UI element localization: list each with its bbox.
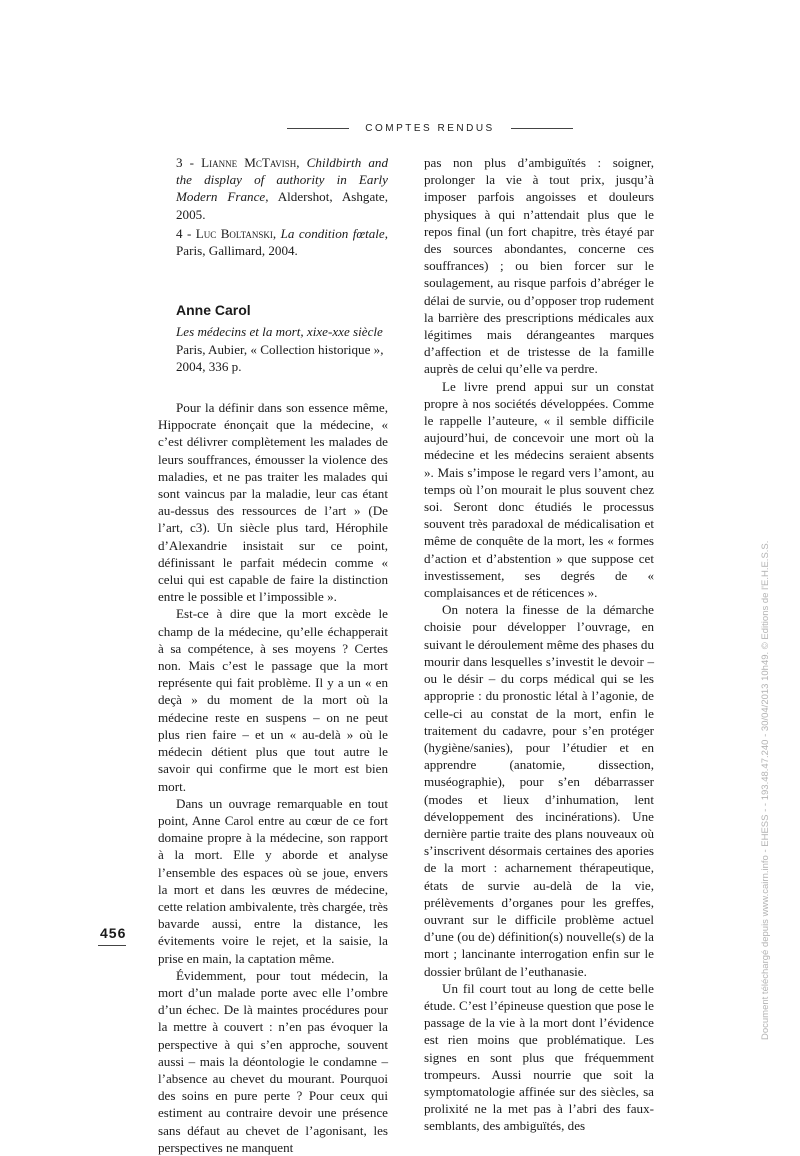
page-number-rule xyxy=(98,945,126,946)
paragraph-right-2: Le livre prend appui sur un constat propre à nos sociétés développées. Comme le rappelle l’auteure, « il semble difficile aujourd’hui, de concevoir une mort où la médecine et les médecins seraient absents ». Mais s’impose le regard vers l’amont, au temps où l’on mourait le plus souvent chez soi. Seront donc étudiés le processus souvent très paradoxal de médicalisation et même de conquête de la mort, les « formes d’action et d’abstention » que suppose cet investissement, ses degrés de « complaisances et de réticences ». xyxy=(424,378,654,601)
footnote-number: 4 - xyxy=(176,225,192,241)
running-header xyxy=(270,120,590,136)
running-title: COMPTES RENDUS xyxy=(365,122,495,134)
paragraph-left-3: Dans un ouvrage remarquable en tout point, Anne Carol entre au cœur de ce fort domaine propre à la médecine, son rapport à la mort. Elle y aborde et analyse l’ensemble des espaces où se joue, envers la mort et dans les œuvres de médecine, cette relation ambivalente, très chargée, très bavarde aussi, entre la distance, les évitements voire le rejet, et la saisie, la prise en main, la captation même. xyxy=(158,795,388,966)
paragraph-left-2: Est-ce à dire que la mort excède le champ de la médecine, qu’elle échapperait à sa compétence, à ses moyens ? Certes non. Mais c’est le passage que la mort représente qui fait problème. Il y a un « en deçà » du moment de la mort où la médecine reste en suspens – on ne peut plus rien faire – et un « au-delà » où le médecin détient plus que tout autre le savoir qui confirme que le mort est bien mort. xyxy=(158,606,388,794)
review-author: Anne Carol xyxy=(176,302,251,319)
footnote-title: La condition fœtale xyxy=(280,225,385,241)
footnote-title: Childbirth and the display of authority in Early Modern France xyxy=(176,155,389,205)
page-number: 456 xyxy=(100,925,127,941)
review-publisher-line1: Paris, Aubier, « Collection historique », xyxy=(176,341,384,357)
paragraph-right-4: Un fil court tout au long de cette belle étude. C’est l’épineuse question que pose le passage de la vie à la mort dont l’évidence est rien moins que problématique. Les signes en sont plus que fréquemment trompeurs. Aussi nourrie que soit la symptomatologie affinée sur des siècles, sa prolixité ne la met pas à l’abri des faux-semblants, des ambiguïtés, des xyxy=(424,980,654,1134)
review-publisher-line2: 2004, 336 p. xyxy=(176,358,242,374)
paragraph-right-3: On notera la finesse de la démarche choisie pour développer l’ouvrage, en suivant le déroulement même des phases du mourir dans lesquelles s’investit le devoir – ou le désir – du corps médical qui se les approprie : du pronostic létal à l’agonie, de celle-ci au constat de la mort, enfin le traitement du cadavre, pour s’en protéger (hygiène/sanies), pour l’étudier et en apprendre (anatomie, dissection, muséographie), pour s’en débarrasser (modes et lieux d’inhumation, lent développement des incinérations). Une dernière partie traite des plans nouveaux où s’inscrivent désormais certaines des apories de la mort : acharnement thérapeutique, états de survie au-delà de la vie, prélèvements d’organes pour les greffes, ouvrant sur le difficile problème actuel d’une (ou de) définition(s) nouvelle(s) de la mort ; lancinante interrogation enfin sur le dossier brûlant de l’euthanasie. xyxy=(424,602,654,979)
header-rule-left xyxy=(287,128,349,129)
footnote-rest: , Aldershot, Ashgate, 2005. xyxy=(176,189,388,222)
review-book-title: Les médecins et la mort, xixe-xxe siècle xyxy=(176,324,383,340)
right-column xyxy=(424,154,654,1135)
footnote-4: 4 - Luc Boltanski, La condition fœtale, Paris, Gallimard, 2004. xyxy=(176,225,388,259)
review-heading xyxy=(158,302,388,375)
left-column xyxy=(158,154,388,1156)
download-watermark: Document téléchargé depuis www.cairn.info - EHESS - - 193.48.47.240 - 30/04/2013 10h49. © Editions de l'E.H.E.S.S. xyxy=(760,540,771,1040)
footnote-3: 3 - Lianne McTavish, Childbirth and the display of authority in Early Modern France, Aldershot, Ashgate, 2005. xyxy=(176,155,389,222)
footnote-rest: , Paris, Gallimard, 2004. xyxy=(176,225,388,259)
paragraph-left-1: Pour la définir dans son essence même, Hippocrate énonçait que la médecine, « c’est délivrer complètement les malades de leurs souffrances, émousser la violence des maladies, et ne pas traiter les malades qui sont vaincus par la maladie, leur cas étant au-dessus des ressources de l’art » (De l’art, c3). Un siècle plus tard, Hérophile d’Alexandrie insistait sur ce point, définissant le parfait médecin comme « celui qui est capable de faire la distinction entre le possible et l’impossible ». xyxy=(158,400,388,605)
footnote-author: Luc Boltanski xyxy=(195,225,273,241)
header-rule-right xyxy=(511,128,573,129)
footnote-author: Lianne McTavish xyxy=(201,155,297,170)
paragraph-left-4: Évidemment, pour tout médecin, la mort d’un malade porte avec elle l’ombre d’un échec. De là maintes procédures pour la mettre à couvert : n’en pas évoquer la perspective à qui s’en approche, souvent aussi – mais la déontologie le condamne – l’absence au chevet du mourant. Pourquoi des soins en pure perte ? Pour ceux qui estiment au contraire devoir une présence sans défaut au chevet de l’agonisant, les perspectives ne manquent xyxy=(158,967,388,1155)
paragraph-right-1: pas non plus d’ambiguïtés : soigner, prolonger la vie à tout prix, jusqu’à imposer parfois angoisses et douleurs physiques à qui n’attendait plus que le repos final (un fort chapitre, très étayé par des sources abondantes, concerne ces souffrances) ; ou bien forcer sur le soulagement, au risque parfois d’abréger le délai de survie, ou d’opposer trop rudement la barrière des prescriptions médicales aux légitimes mais dérangeantes marques d’affection et de tristesse de la famille auprès de celui qu’elle va perdre. xyxy=(424,155,654,377)
footnote-number: 3 - xyxy=(176,155,195,170)
